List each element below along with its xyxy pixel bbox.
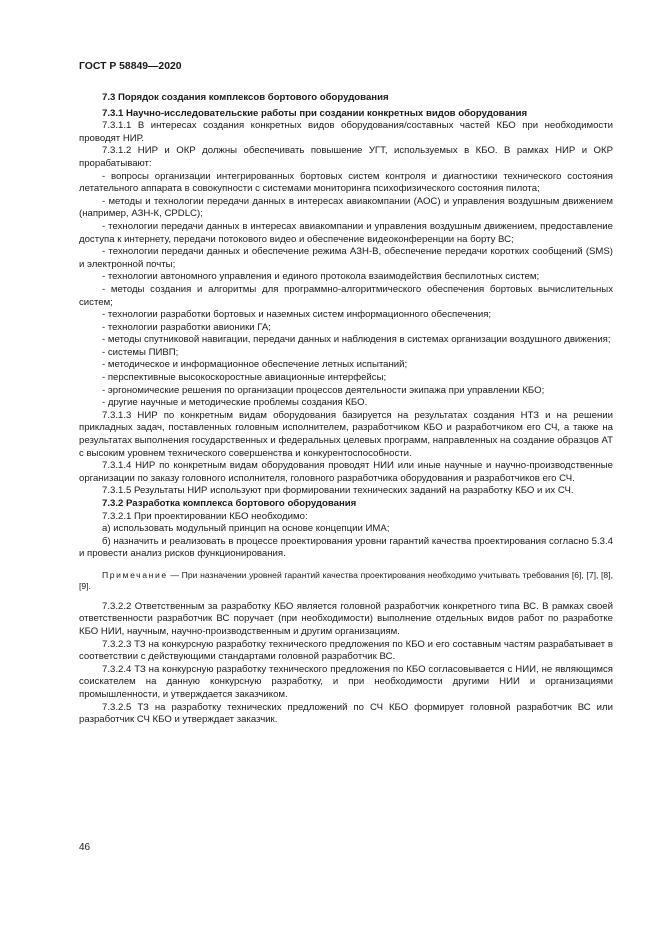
list-item: - технологии разработки авионики ГА;: [102, 321, 271, 333]
subsection-title-7-3-1: 7.3.1 Научно-исследовательские работы при создании конкретных видов оборудования: [102, 107, 528, 119]
list-item: - перспективные высокоскоростные авиационные интерфейсы;: [102, 372, 387, 384]
subsection-title-7-3-2: 7.3.2 Разработка комплекса бортового оборудования: [102, 498, 357, 509]
paragraph-7-3-2-4: 7.3.2.4 ТЗ на конкурсную разработку технического предложения по КБО согласовывается с НИИ, не являющимся соискателем на данную конкурсную разработку, и при необходимости другими НИИ и организациями промышленности, и утверждается заказчиком.: [79, 663, 613, 700]
list-item: - вопросы организации интегрированных бортовых систем контроля и диагностики технического состояния летательного аппарата в совокупности с системами мониторинга психофизического состояния пилота;: [79, 170, 613, 195]
list-item: - эргономические решения по организации процессов деятельности экипажа при управлении КБО;: [102, 384, 545, 396]
list-item: а) использовать модульный принцип на основе концепции ИМА;: [102, 523, 390, 535]
section-title: 7.3 Порядок создания комплексов бортового оборудования: [102, 92, 389, 103]
list-item: - методы и технологии передачи данных в интересах авиакомпании (АОС) и управления воздушным движением (например, АЗН-К, CPDLC);: [79, 195, 613, 220]
paragraph-7-3-2-2: 7.3.2.2 Ответственным за разработку КБО является головной разработчик конкретного типа ВС. В рамках своей ответственности разработчик ВС поручает (при необходимости) выполнение отдельных видов работ по разработке КБО НИИ, научным, научно-производственным и другим организациям.: [79, 600, 613, 637]
paragraph-7-3-1-4: 7.3.1.4 НИР по конкретным видам оборудования проводят НИИ или иные научные и научно-производственные организации по заказу головного исполнителя, головного разработчика оборудования и разработчиков его СЧ.: [79, 460, 613, 484]
paragraph-7-3-1-2: 7.3.1.2 НИР и ОКР должны обеспечивать повышение УГТ, используемых в КБО. В рамках НИР и ОКР прорабатывают:: [79, 145, 613, 169]
page-body: [79, 92, 613, 727]
list-item: - технологии автономного управления и единого протокола взаимодействия беспилотных систем;: [102, 271, 540, 283]
document-header: ГОСТ Р 58849—2020: [79, 61, 182, 72]
list-item: - технологии разработки бортовых и наземных систем информационного обеспечения;: [102, 309, 492, 321]
page-number: 46: [79, 842, 91, 853]
list-item: - технологии передачи данных и обеспечение режима АЗН-В, обеспечение передачи коротких сообщений (SMS) и электронной почты;: [79, 246, 613, 270]
paragraph-7-3-1-5: 7.3.1.5 Результаты НИР используют при формировании технических заданий на разработку КБО и их СЧ.: [102, 485, 574, 497]
list-item: - методическое и информационное обеспечение летных испытаний;: [102, 359, 408, 371]
list-item: - методы создания и алгоритмы для программно-алгоритмического обеспечения бортовых вычислительных систем;: [79, 283, 613, 308]
list-item: б) назначить и реализовать в процессе проектирования уровни гарантий качества проектирования согласно 5.3.4 и провести анализ рисков функционирования.: [79, 535, 613, 560]
list-item: - системы ПИВП;: [102, 346, 179, 358]
list-item: - технологии передачи данных в интересах авиакомпании и управления воздушным движением, предоставление доступа к интернету, передачи потокового видео и обеспечение видеоконференции на борту ВС;: [79, 220, 613, 245]
list-item: - методы спутниковой навигации, передачи данных и наблюдения в системах организации воздушного движения;: [102, 334, 611, 346]
paragraph-7-3-2-1: 7.3.2.1 При проектировании КБО необходимо:: [102, 510, 308, 522]
paragraph-7-3-1-1: 7.3.1.1 В интересах создания конкретных видов оборудования/составных частей КБО при необходимости проводят НИР.: [79, 120, 613, 144]
paragraph-7-3-2-3: 7.3.2.3 ТЗ на конкурсную разработку технического предложения по КБО и его составным частям разрабатывает в соответствии с действующими стандартами головной разработчик ВС.: [79, 638, 613, 663]
paragraph-7-3-1-3: 7.3.1.3 НИР по конкретным видам оборудования базируется на результатах создания НТЗ и на решении прикладных задач, поставленных головным исполнителем, разработчиком КБО и разработчиком его СЧ, а также на результатах выполнения государственных и федеральных целевых программ, направленных на создание образцов АТ с высоким уровнем технического совершенства и конкурентоспособности.: [79, 409, 613, 459]
paragraph-7-3-2-5: 7.3.2.5 ТЗ на разработку технических предложений по СЧ КБО формирует головной разработчик ВС или разработчик СЧ КБО и утверждает заказчик.: [79, 701, 613, 726]
list-item: - другие научные и методические проблемы создания КБО.: [102, 397, 368, 409]
note-label: Примечание: [102, 569, 168, 580]
note: [79, 570, 613, 593]
note-text: — При назначении уровней гарантий качества проектирования необходимо учитывать требования [6], [7], [8], [9].: [79, 569, 613, 592]
